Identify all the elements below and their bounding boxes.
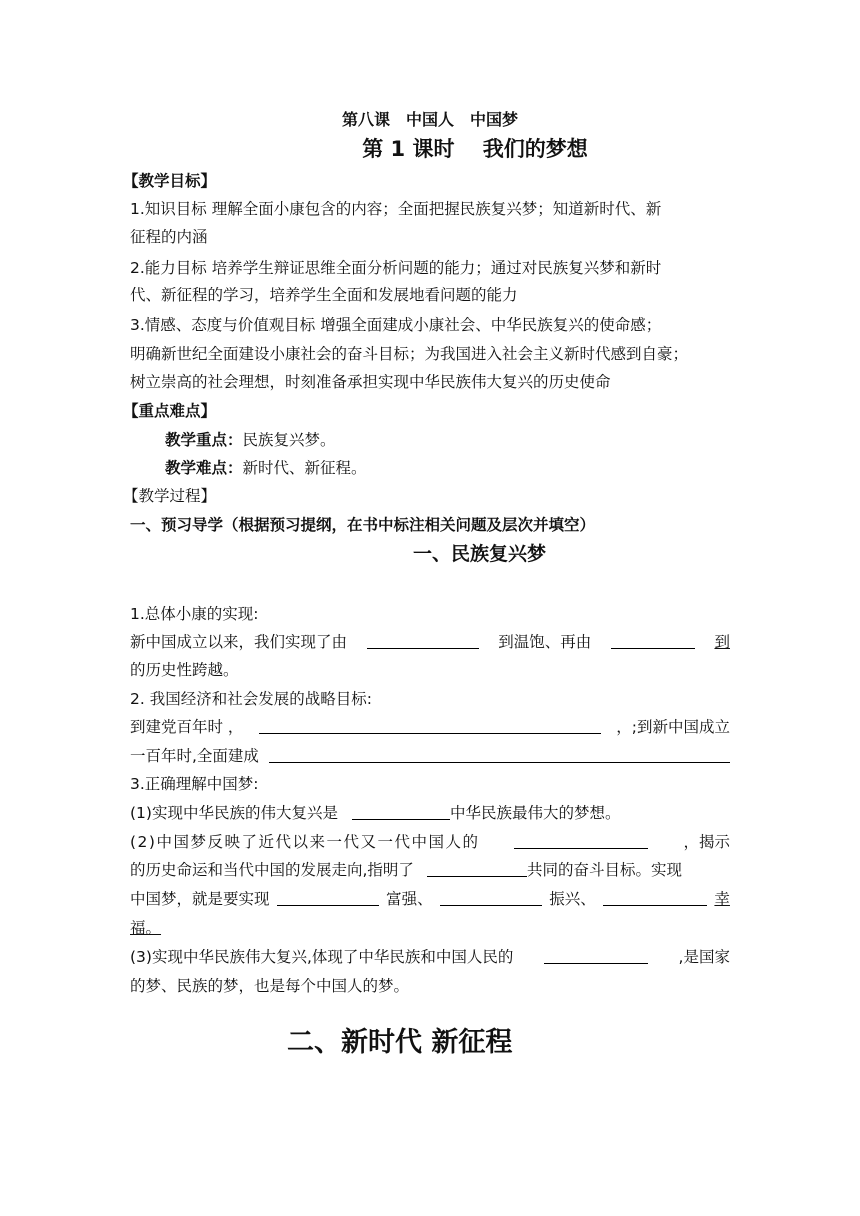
- question-1-title: 1.总体小康的实现:: [130, 605, 259, 623]
- section-2-title: 二、新时代 新征程: [287, 1027, 513, 1058]
- question-3-3-line-2: 的梦、民族的梦，也是每个中国人的梦。: [130, 977, 410, 995]
- question-2-line-2: 一百年时,全面建成: [130, 745, 730, 767]
- teaching-difficulty-text: 新时代、新征程。: [242, 459, 367, 477]
- question-3-2-line-3: 中国梦，就是要实现 富强、 振兴、 幸: [130, 890, 730, 908]
- process-header: 【教学过程】: [123, 487, 217, 505]
- lesson-title: 第八课 中国人 中国梦: [341, 110, 518, 129]
- blank-field[interactable]: [611, 631, 695, 649]
- period-title: 第 1 课时 我们的梦想: [362, 137, 588, 161]
- objective-3-line-1: 3.情感、态度与价值观目标 增强全面建成小康社会、中华民族复兴的使命感；: [130, 316, 662, 334]
- blank-field[interactable]: [277, 888, 379, 906]
- blank-field[interactable]: [367, 631, 479, 649]
- question-3-title: 3.正确理解中国梦:: [130, 775, 259, 793]
- preview-heading: 一、预习导学（根据预习提纲，在书中标注相关问题及层次并填空）: [130, 516, 596, 534]
- objective-1-line-2: 征程的内涵: [130, 228, 208, 246]
- question-3-2-line-2: 的历史命运和当代中国的发展走向,指明了 共同的奋斗目标。实现: [130, 861, 682, 879]
- question-2-line-1: 到建党百年时 ， ，;到新中国成立: [130, 718, 730, 736]
- blank-field[interactable]: [259, 716, 601, 734]
- question-3-1: (1)实现中华民族的伟大复兴是 中华民族最伟大的梦想。: [130, 804, 621, 822]
- teaching-focus-label: 教学重点：: [165, 431, 243, 449]
- blank-field[interactable]: [544, 946, 648, 964]
- blank-field[interactable]: [269, 745, 730, 763]
- objective-3-line-3: 树立崇高的社会理想，时刻准备承担实现中华民族伟大复兴的历史使命: [130, 373, 611, 391]
- question-1-line: 新中国成立以来，我们实现了由 到温饱、再由 到: [130, 633, 730, 651]
- blank-field[interactable]: [352, 802, 450, 820]
- question-2-title: 2. 我国经济和社会发展的战略目标:: [130, 690, 372, 708]
- teaching-focus: [165, 429, 336, 451]
- section-1-title: 一、民族复兴梦: [413, 543, 547, 565]
- teaching-difficulty: [165, 457, 367, 479]
- question-3-2-end: 福。: [130, 919, 162, 937]
- blank-field[interactable]: [427, 859, 527, 877]
- objective-1-line-1: 1.知识目标 理解全面小康包含的内容；全面把握民族复兴梦；知道新时代、新: [130, 200, 662, 218]
- question-1-end: 的历史性跨越。: [130, 661, 239, 679]
- question-3-3-line-1: (3)实现中华民族伟大复兴,体现了中华民族和中国人民的 ,是国家: [130, 948, 730, 966]
- objective-3-line-2: 明确新世纪全面建设小康社会的奋斗目标；为我国进入社会主义新时代感到自豪；: [130, 345, 689, 363]
- objective-2-line-2: 代、新征程的学习，培养学生全面和发展地看问题的能力: [130, 286, 518, 304]
- objective-2-line-1: 2.能力目标 培养学生辩证思维全面分析问题的能力；通过对民族复兴梦和新时: [130, 259, 662, 277]
- blank-field[interactable]: [440, 888, 542, 906]
- blank-field[interactable]: [603, 888, 707, 906]
- teaching-difficulty-label: 教学难点：: [165, 459, 243, 477]
- blank-field[interactable]: [514, 831, 648, 849]
- question-3-2-line-1: (2)中国梦反映了近代以来一代又一代中国人的 ，揭示: [130, 833, 730, 851]
- objectives-header: 【教学目标】: [123, 172, 217, 190]
- key-points-header: 【重点难点】: [123, 402, 217, 420]
- teaching-focus-text: 民族复兴梦。: [242, 431, 336, 449]
